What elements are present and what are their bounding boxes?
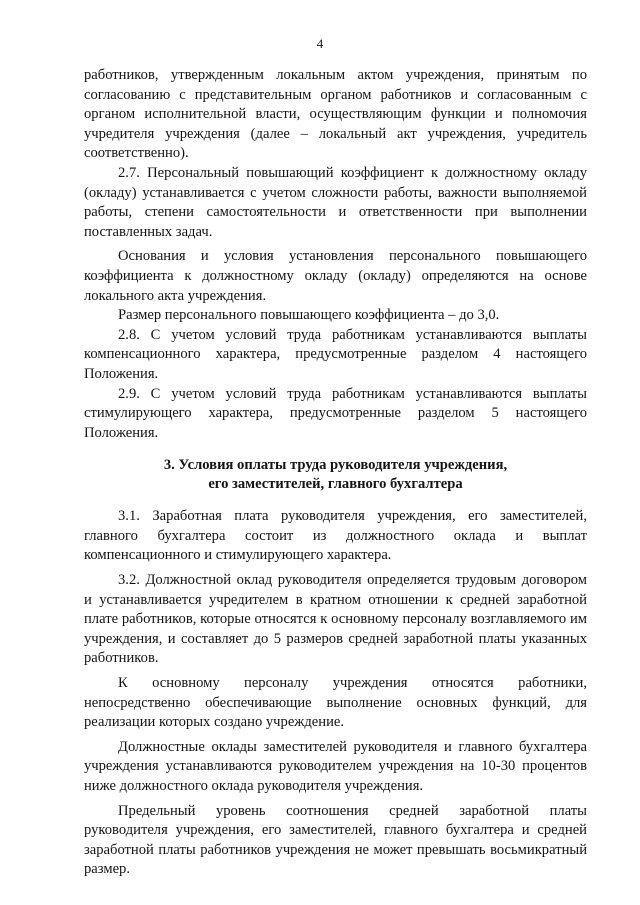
paragraph-deputy-salaries: Должностные оклады заместителей руководителя и главного бухгалтера учреждения устанавливаются руководителем учреждения на 10-30 процентов ниже должностного оклада руководителя учреждения. — [84, 738, 587, 794]
paragraph-main-staff: К основному персоналу учреждения относятся работники, непосредственно обеспечивающие выполнение основных функций, для реализации которых создано учреждение. — [84, 675, 587, 731]
section-heading-line-1: 3. Условия оплаты труда руководителя учреждения, — [163, 457, 508, 474]
page-content — [84, 66, 587, 880]
section-heading-line-2: его заместителей, главного бухгалтера — [208, 476, 463, 493]
paragraph-salary-ratio: Предельный уровень соотношения средней заработной платы руководителя учреждения, его заместителей, главного бухгалтера и средней заработной платы работников учреждения не может превышать восьмикратный размер. — [84, 802, 587, 878]
paragraph-2-7: 2.7. Персональный повышающий коэффициент к должностному окладу (окладу) устанавливается с учетом сложности работы, важности выполняемой работы, степени самостоятельности и ответственности при выполнении поставленных задач. — [84, 164, 587, 240]
paragraph-continuation: работников, утвержденным локальным актом учреждения, принятым по согласованию с представительным органом работников и согласованным с органом исполнительной власти, осуществляющим функции и полномочия учредителя учреждения (далее – локальный акт учреждения, учредитель соответственно). — [84, 67, 587, 162]
paragraph-grounds: Основания и условия установления персонального повышающего коэффициента к должностному окладу (окладу) определяются на основе локального акта учреждения. — [84, 248, 587, 304]
paragraph-2-8: 2.8. С учетом условий труда работникам устанавливаются выплаты компенсационного характера, предусмотренные разделом 4 настоящего Положения. — [84, 326, 587, 382]
paragraph-coefficient-size: Размер персонального повышающего коэффициента – до 3,0. — [118, 307, 500, 324]
paragraph-3-1: 3.1. Заработная плата руководителя учреждения, его заместителей, главного бухгалтера состоит из должностного оклада и выплат компенсационного и стимулирующего характера. — [84, 508, 587, 564]
section-heading — [84, 456, 587, 494]
page-number: 4 — [316, 36, 324, 51]
paragraph-3-2: 3.2. Должностной оклад руководителя определяется трудовым договором и устанавливается учредителем в кратном отношении к средней заработной плате работников, которые относятся к основному персоналу возглавляемого им учреждения, и составляет до 5 размеров средней заработной платы указанных работников. — [84, 572, 587, 667]
paragraph-2-9: 2.9. С учетом условий труда работникам устанавливаются выплаты стимулирующего характера, предусмотренные разделом 5 настоящего Положения. — [84, 385, 587, 441]
